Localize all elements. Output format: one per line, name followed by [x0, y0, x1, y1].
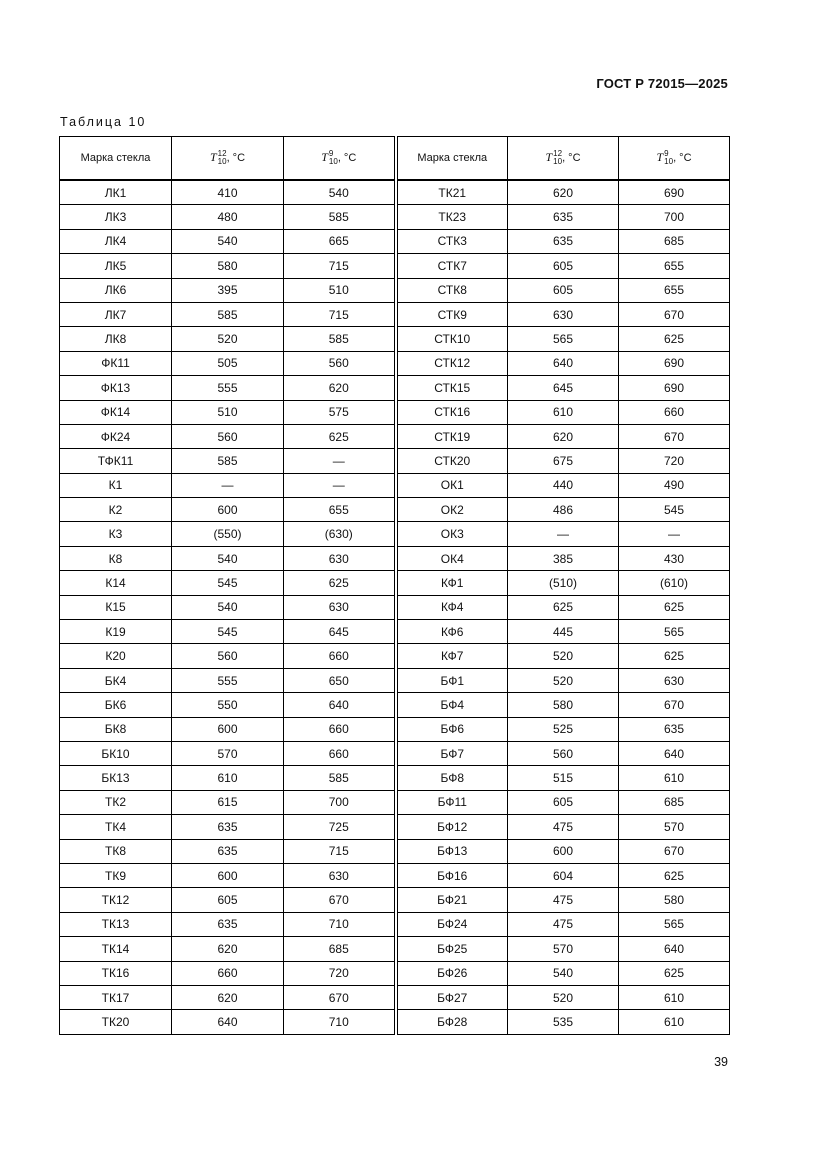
cell-t12-left: 540: [172, 546, 284, 570]
cell-t12-left: 635: [172, 839, 284, 863]
cell-t9-right: 640: [619, 937, 730, 961]
cell-t12-right: —: [508, 522, 619, 546]
header-t9-right: [619, 137, 730, 181]
cell-grade-left: БК4: [60, 668, 172, 692]
table-row: [60, 741, 730, 765]
cell-t9-right: 690: [619, 376, 730, 400]
cell-t12-left: 550: [172, 693, 284, 717]
cell-grade-left: БК6: [60, 693, 172, 717]
cell-t9-left: 685: [284, 937, 396, 961]
cell-grade-left: К14: [60, 571, 172, 595]
cell-t12-left: 660: [172, 961, 284, 985]
cell-t9-right: 610: [619, 1010, 730, 1034]
cell-grade-right: СТК7: [396, 254, 508, 278]
cell-grade-right: ОК4: [396, 546, 508, 570]
cell-grade-left: ТК8: [60, 839, 172, 863]
cell-grade-right: КФ6: [396, 620, 508, 644]
cell-t9-right: —: [619, 522, 730, 546]
cell-t12-left: 600: [172, 498, 284, 522]
cell-grade-left: ТК12: [60, 888, 172, 912]
t9-symbol: T: [321, 150, 328, 164]
cell-grade-right: БФ24: [396, 912, 508, 936]
cell-t12-left: 410: [172, 180, 284, 205]
cell-t9-left: 725: [284, 815, 396, 839]
t9-unit: , °C: [673, 152, 692, 164]
cell-grade-left: ЛК3: [60, 205, 172, 229]
cell-grade-left: ТК4: [60, 815, 172, 839]
header-grade-right: Марка стекла: [396, 137, 508, 181]
cell-t9-right: 610: [619, 766, 730, 790]
cell-t9-right: 625: [619, 961, 730, 985]
table-row: [60, 278, 730, 302]
cell-t12-right: 635: [508, 229, 619, 253]
table-row: [60, 620, 730, 644]
cell-t12-right: 486: [508, 498, 619, 522]
cell-t12-left: (550): [172, 522, 284, 546]
cell-t12-right: 475: [508, 912, 619, 936]
cell-t9-left: 540: [284, 180, 396, 205]
cell-t9-left: 510: [284, 278, 396, 302]
table-row: [60, 717, 730, 741]
glass-temperature-table: [59, 136, 730, 1035]
cell-t12-right: 605: [508, 254, 619, 278]
cell-t12-right: 565: [508, 327, 619, 351]
t12-sub: 10: [553, 157, 563, 166]
cell-t9-left: 720: [284, 961, 396, 985]
cell-t9-left: 715: [284, 839, 396, 863]
cell-grade-left: ФК13: [60, 376, 172, 400]
cell-t12-left: 635: [172, 815, 284, 839]
cell-grade-left: К3: [60, 522, 172, 546]
cell-t9-left: 630: [284, 595, 396, 619]
cell-grade-left: ТК13: [60, 912, 172, 936]
cell-grade-right: ОК3: [396, 522, 508, 546]
cell-t9-left: (630): [284, 522, 396, 546]
cell-grade-left: ЛК1: [60, 180, 172, 205]
table-row: [60, 912, 730, 936]
cell-t9-right: 430: [619, 546, 730, 570]
header-t12-right: [508, 137, 619, 181]
cell-t9-left: 715: [284, 254, 396, 278]
table-caption: Таблица 10: [60, 115, 147, 129]
cell-t12-left: 540: [172, 229, 284, 253]
cell-t12-right: 525: [508, 717, 619, 741]
cell-grade-right: БФ16: [396, 863, 508, 887]
table-row: [60, 644, 730, 668]
table-row: [60, 839, 730, 863]
cell-t9-right: 690: [619, 351, 730, 375]
table-row: [60, 254, 730, 278]
cell-t12-right: 580: [508, 693, 619, 717]
cell-grade-left: К2: [60, 498, 172, 522]
cell-t9-right: 625: [619, 327, 730, 351]
cell-grade-left: ЛК7: [60, 302, 172, 326]
cell-grade-left: ЛК6: [60, 278, 172, 302]
cell-t9-right: 685: [619, 229, 730, 253]
cell-grade-left: К15: [60, 595, 172, 619]
cell-grade-right: СТК15: [396, 376, 508, 400]
cell-t9-right: 625: [619, 863, 730, 887]
cell-grade-left: ТК9: [60, 863, 172, 887]
cell-grade-left: БК8: [60, 717, 172, 741]
cell-t9-right: 625: [619, 595, 730, 619]
table-row: [60, 985, 730, 1009]
cell-t9-left: 630: [284, 863, 396, 887]
cell-grade-right: СТК12: [396, 351, 508, 375]
table-row: [60, 693, 730, 717]
cell-grade-right: ОК2: [396, 498, 508, 522]
table-header-row: [60, 137, 730, 181]
t9-sub: 10: [328, 157, 338, 166]
cell-t12-right: 560: [508, 741, 619, 765]
cell-t12-left: 585: [172, 302, 284, 326]
t12-unit: , °C: [226, 152, 246, 164]
table-row: [60, 790, 730, 814]
cell-t9-right: 670: [619, 302, 730, 326]
cell-grade-right: КФ1: [396, 571, 508, 595]
cell-t12-right: 445: [508, 620, 619, 644]
cell-t9-right: 655: [619, 254, 730, 278]
cell-t9-left: 670: [284, 985, 396, 1009]
header-t12-left: [172, 137, 284, 181]
cell-t9-left: 575: [284, 400, 396, 424]
cell-grade-right: БФ12: [396, 815, 508, 839]
cell-grade-left: ТК2: [60, 790, 172, 814]
cell-t12-left: 540: [172, 595, 284, 619]
cell-t9-left: 655: [284, 498, 396, 522]
cell-t9-right: 565: [619, 620, 730, 644]
cell-t9-right: 670: [619, 693, 730, 717]
cell-t9-right: 690: [619, 180, 730, 205]
table-row: [60, 937, 730, 961]
cell-t9-left: 585: [284, 205, 396, 229]
cell-t9-left: 715: [284, 302, 396, 326]
cell-t12-right: 520: [508, 668, 619, 692]
cell-t12-right: 620: [508, 424, 619, 448]
table-row: [60, 668, 730, 692]
cell-t9-left: 630: [284, 546, 396, 570]
cell-grade-right: СТК19: [396, 424, 508, 448]
table-row: [60, 522, 730, 546]
t9-unit: , °C: [337, 152, 357, 164]
cell-grade-right: БФ8: [396, 766, 508, 790]
table-row: [60, 1010, 730, 1034]
cell-t12-left: 395: [172, 278, 284, 302]
cell-grade-right: СТК9: [396, 302, 508, 326]
cell-t12-left: —: [172, 473, 284, 497]
table-row: [60, 205, 730, 229]
cell-t9-left: —: [284, 473, 396, 497]
t12-unit: , °C: [562, 152, 581, 164]
cell-t9-right: 670: [619, 839, 730, 863]
table-row: [60, 327, 730, 351]
cell-grade-right: БФ13: [396, 839, 508, 863]
cell-t12-left: 545: [172, 571, 284, 595]
cell-t9-right: 640: [619, 741, 730, 765]
cell-grade-left: ЛК8: [60, 327, 172, 351]
cell-t12-right: 604: [508, 863, 619, 887]
page-number: 39: [714, 1055, 728, 1069]
cell-t12-left: 560: [172, 644, 284, 668]
table-row: [60, 766, 730, 790]
cell-grade-left: ТК17: [60, 985, 172, 1009]
cell-t9-right: 670: [619, 424, 730, 448]
table-body: [60, 180, 730, 1034]
table-row: [60, 424, 730, 448]
cell-grade-right: ТК23: [396, 205, 508, 229]
table-row: [60, 376, 730, 400]
cell-t12-right: 610: [508, 400, 619, 424]
cell-t12-left: 640: [172, 1010, 284, 1034]
table-row: [60, 815, 730, 839]
cell-t9-left: 710: [284, 912, 396, 936]
cell-grade-left: ТК20: [60, 1010, 172, 1034]
cell-t12-right: 645: [508, 376, 619, 400]
cell-t9-left: 650: [284, 668, 396, 692]
cell-t9-right: 580: [619, 888, 730, 912]
cell-t9-left: 645: [284, 620, 396, 644]
t9-symbol: T: [656, 150, 664, 164]
cell-t9-left: 585: [284, 766, 396, 790]
table-row: [60, 473, 730, 497]
table-row: [60, 229, 730, 253]
cell-t9-right: 660: [619, 400, 730, 424]
cell-t9-right: (610): [619, 571, 730, 595]
t9-sup: 9: [664, 149, 669, 158]
cell-grade-left: ТФК11: [60, 449, 172, 473]
cell-t9-right: 565: [619, 912, 730, 936]
table-row: [60, 302, 730, 326]
header-grade-left: Марка стекла: [60, 137, 172, 181]
cell-t9-right: 720: [619, 449, 730, 473]
cell-t9-left: 660: [284, 741, 396, 765]
cell-grade-right: БФ4: [396, 693, 508, 717]
cell-t12-left: 600: [172, 717, 284, 741]
cell-t12-right: 620: [508, 180, 619, 205]
header-t9-left: [284, 137, 396, 181]
cell-t12-right: 640: [508, 351, 619, 375]
t12-sub: 10: [217, 157, 227, 166]
cell-grade-left: К8: [60, 546, 172, 570]
cell-t9-left: 560: [284, 351, 396, 375]
cell-t12-right: 675: [508, 449, 619, 473]
cell-t12-left: 615: [172, 790, 284, 814]
cell-grade-right: БФ6: [396, 717, 508, 741]
cell-t9-right: 630: [619, 668, 730, 692]
cell-t12-right: 385: [508, 546, 619, 570]
cell-t9-left: 660: [284, 644, 396, 668]
cell-t12-right: 475: [508, 888, 619, 912]
cell-t9-right: 635: [619, 717, 730, 741]
table-row: [60, 351, 730, 375]
cell-t12-left: 620: [172, 985, 284, 1009]
cell-grade-right: БФ21: [396, 888, 508, 912]
cell-t12-right: (510): [508, 571, 619, 595]
cell-grade-right: СТК3: [396, 229, 508, 253]
cell-grade-left: ФК14: [60, 400, 172, 424]
cell-grade-right: КФ7: [396, 644, 508, 668]
cell-t9-left: —: [284, 449, 396, 473]
cell-grade-left: ЛК4: [60, 229, 172, 253]
cell-t12-left: 635: [172, 912, 284, 936]
cell-grade-left: К1: [60, 473, 172, 497]
cell-grade-left: К20: [60, 644, 172, 668]
cell-t9-right: 700: [619, 205, 730, 229]
cell-t12-left: 505: [172, 351, 284, 375]
table-row: [60, 571, 730, 595]
cell-t9-right: 570: [619, 815, 730, 839]
cell-t12-right: 605: [508, 278, 619, 302]
standard-designation: ГОСТ Р 72015—2025: [596, 76, 728, 91]
cell-t12-right: 635: [508, 205, 619, 229]
table-row: [60, 400, 730, 424]
cell-t12-right: 440: [508, 473, 619, 497]
cell-t12-left: 570: [172, 741, 284, 765]
cell-grade-left: К19: [60, 620, 172, 644]
cell-grade-right: СТК8: [396, 278, 508, 302]
cell-t12-right: 475: [508, 815, 619, 839]
t12-sup: 12: [217, 149, 227, 158]
cell-grade-right: БФ7: [396, 741, 508, 765]
cell-t12-right: 515: [508, 766, 619, 790]
table-row: [60, 863, 730, 887]
cell-t9-left: 665: [284, 229, 396, 253]
table-row: [60, 546, 730, 570]
cell-t9-left: 670: [284, 888, 396, 912]
cell-t12-left: 480: [172, 205, 284, 229]
cell-t12-left: 555: [172, 376, 284, 400]
cell-grade-left: ТК16: [60, 961, 172, 985]
cell-grade-right: БФ1: [396, 668, 508, 692]
cell-t12-left: 620: [172, 937, 284, 961]
cell-grade-left: ТК14: [60, 937, 172, 961]
cell-t12-right: 520: [508, 985, 619, 1009]
cell-grade-left: ФК11: [60, 351, 172, 375]
cell-grade-right: БФ25: [396, 937, 508, 961]
cell-t12-right: 625: [508, 595, 619, 619]
cell-t12-left: 580: [172, 254, 284, 278]
cell-t9-right: 610: [619, 985, 730, 1009]
t9-sub: 10: [664, 157, 674, 166]
cell-t9-left: 625: [284, 571, 396, 595]
table-row: [60, 888, 730, 912]
cell-t9-right: 545: [619, 498, 730, 522]
cell-t12-right: 520: [508, 644, 619, 668]
cell-t12-left: 555: [172, 668, 284, 692]
cell-t9-left: 640: [284, 693, 396, 717]
cell-grade-left: БК10: [60, 741, 172, 765]
cell-grade-right: КФ4: [396, 595, 508, 619]
table-row: [60, 961, 730, 985]
cell-t12-left: 520: [172, 327, 284, 351]
cell-t12-right: 570: [508, 937, 619, 961]
cell-grade-left: ЛК5: [60, 254, 172, 278]
cell-t9-right: 625: [619, 644, 730, 668]
cell-t12-left: 585: [172, 449, 284, 473]
cell-t12-right: 600: [508, 839, 619, 863]
cell-grade-right: БФ27: [396, 985, 508, 1009]
cell-grade-right: СТК10: [396, 327, 508, 351]
cell-grade-left: ФК24: [60, 424, 172, 448]
cell-t9-right: 490: [619, 473, 730, 497]
t12-symbol: T: [545, 150, 553, 164]
cell-grade-right: СТК20: [396, 449, 508, 473]
table-row: [60, 595, 730, 619]
cell-t12-right: 630: [508, 302, 619, 326]
t12-symbol: T: [209, 150, 217, 164]
cell-t9-left: 710: [284, 1010, 396, 1034]
cell-t9-left: 585: [284, 327, 396, 351]
cell-grade-right: БФ11: [396, 790, 508, 814]
cell-grade-right: СТК16: [396, 400, 508, 424]
cell-t9-left: 700: [284, 790, 396, 814]
cell-t12-right: 540: [508, 961, 619, 985]
t9-sup: 9: [328, 149, 334, 158]
cell-t12-left: 600: [172, 863, 284, 887]
cell-t12-left: 560: [172, 424, 284, 448]
cell-t9-right: 655: [619, 278, 730, 302]
cell-grade-right: БФ28: [396, 1010, 508, 1034]
cell-grade-right: ТК21: [396, 180, 508, 205]
cell-t12-right: 605: [508, 790, 619, 814]
cell-t12-right: 535: [508, 1010, 619, 1034]
table-row: [60, 180, 730, 205]
cell-t12-left: 605: [172, 888, 284, 912]
cell-t12-left: 510: [172, 400, 284, 424]
cell-t9-left: 625: [284, 424, 396, 448]
table-row: [60, 498, 730, 522]
table-row: [60, 449, 730, 473]
cell-grade-left: БК13: [60, 766, 172, 790]
cell-t9-left: 620: [284, 376, 396, 400]
t12-sup: 12: [553, 149, 563, 158]
cell-t12-left: 545: [172, 620, 284, 644]
cell-t9-left: 660: [284, 717, 396, 741]
cell-grade-right: БФ26: [396, 961, 508, 985]
cell-t9-right: 685: [619, 790, 730, 814]
cell-grade-right: ОК1: [396, 473, 508, 497]
cell-t12-left: 610: [172, 766, 284, 790]
